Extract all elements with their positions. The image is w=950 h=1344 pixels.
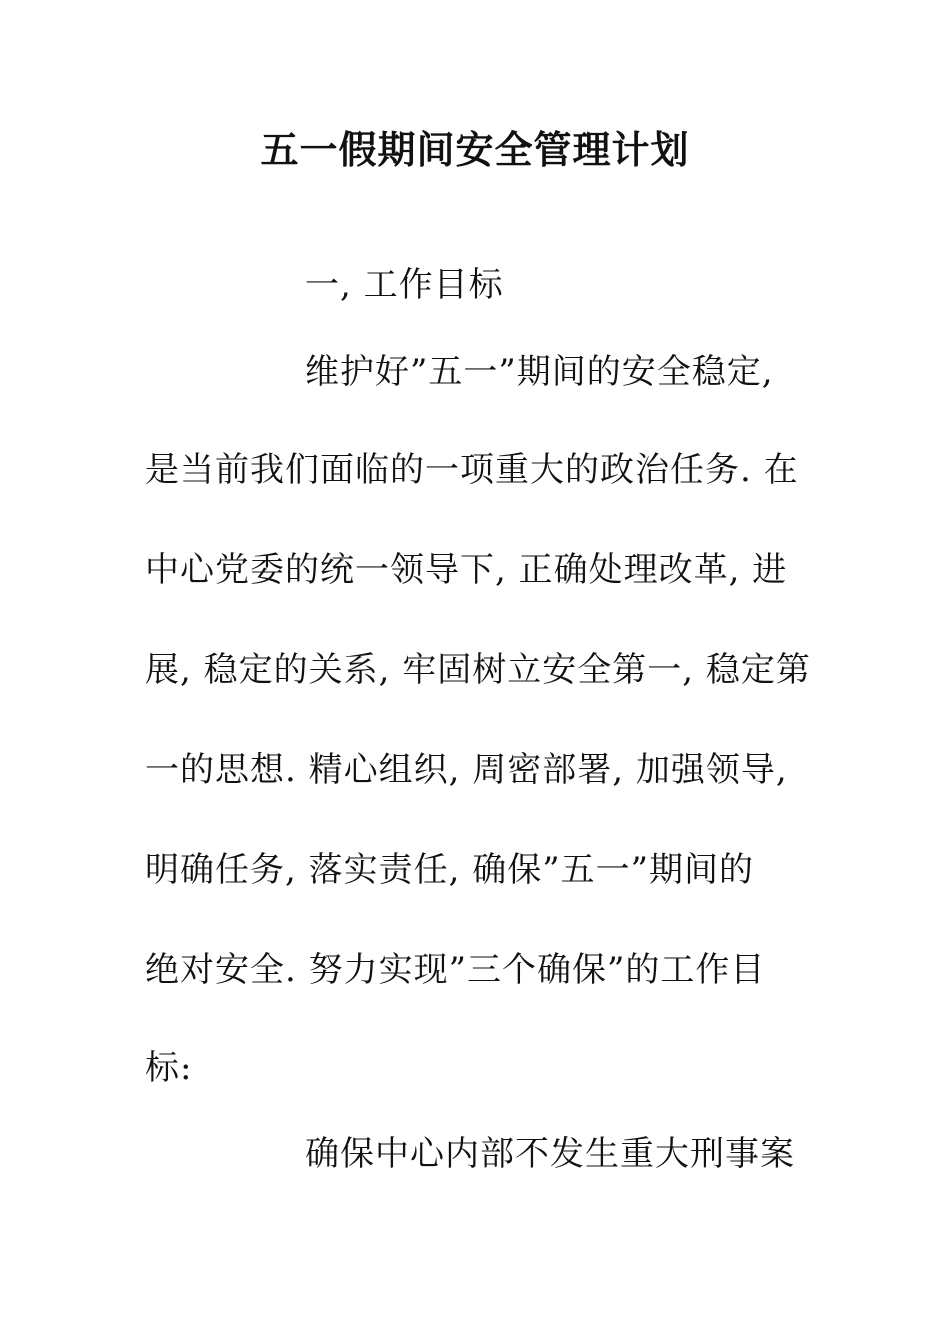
section-heading: 一, 工作目标 <box>305 265 504 305</box>
paragraph-line: 维护好”五一”期间的安全稳定, <box>305 352 774 392</box>
document-title: 五一假期间安全管理计划 <box>260 128 690 172</box>
paragraph-line: 一的思想. 精心组织, 周密部署, 加强领导, <box>145 750 788 790</box>
paragraph-line: 确保中心内部不发生重大刑事案 <box>305 1134 795 1174</box>
paragraph-line: 中心党委的统一领导下, 正确处理改革, 进 <box>145 550 788 590</box>
paragraph-line: 明确任务, 落实责任, 确保”五一”期间的 <box>145 850 754 890</box>
paragraph-line: 是当前我们面临的一项重大的政治任务. 在 <box>145 450 799 490</box>
paragraph-line: 绝对安全. 努力实现”三个确保”的工作目 <box>145 950 766 990</box>
paragraph-line: 展, 稳定的关系, 牢固树立安全第一, 稳定第 <box>145 650 811 690</box>
paragraph-line: 标: <box>145 1048 193 1088</box>
